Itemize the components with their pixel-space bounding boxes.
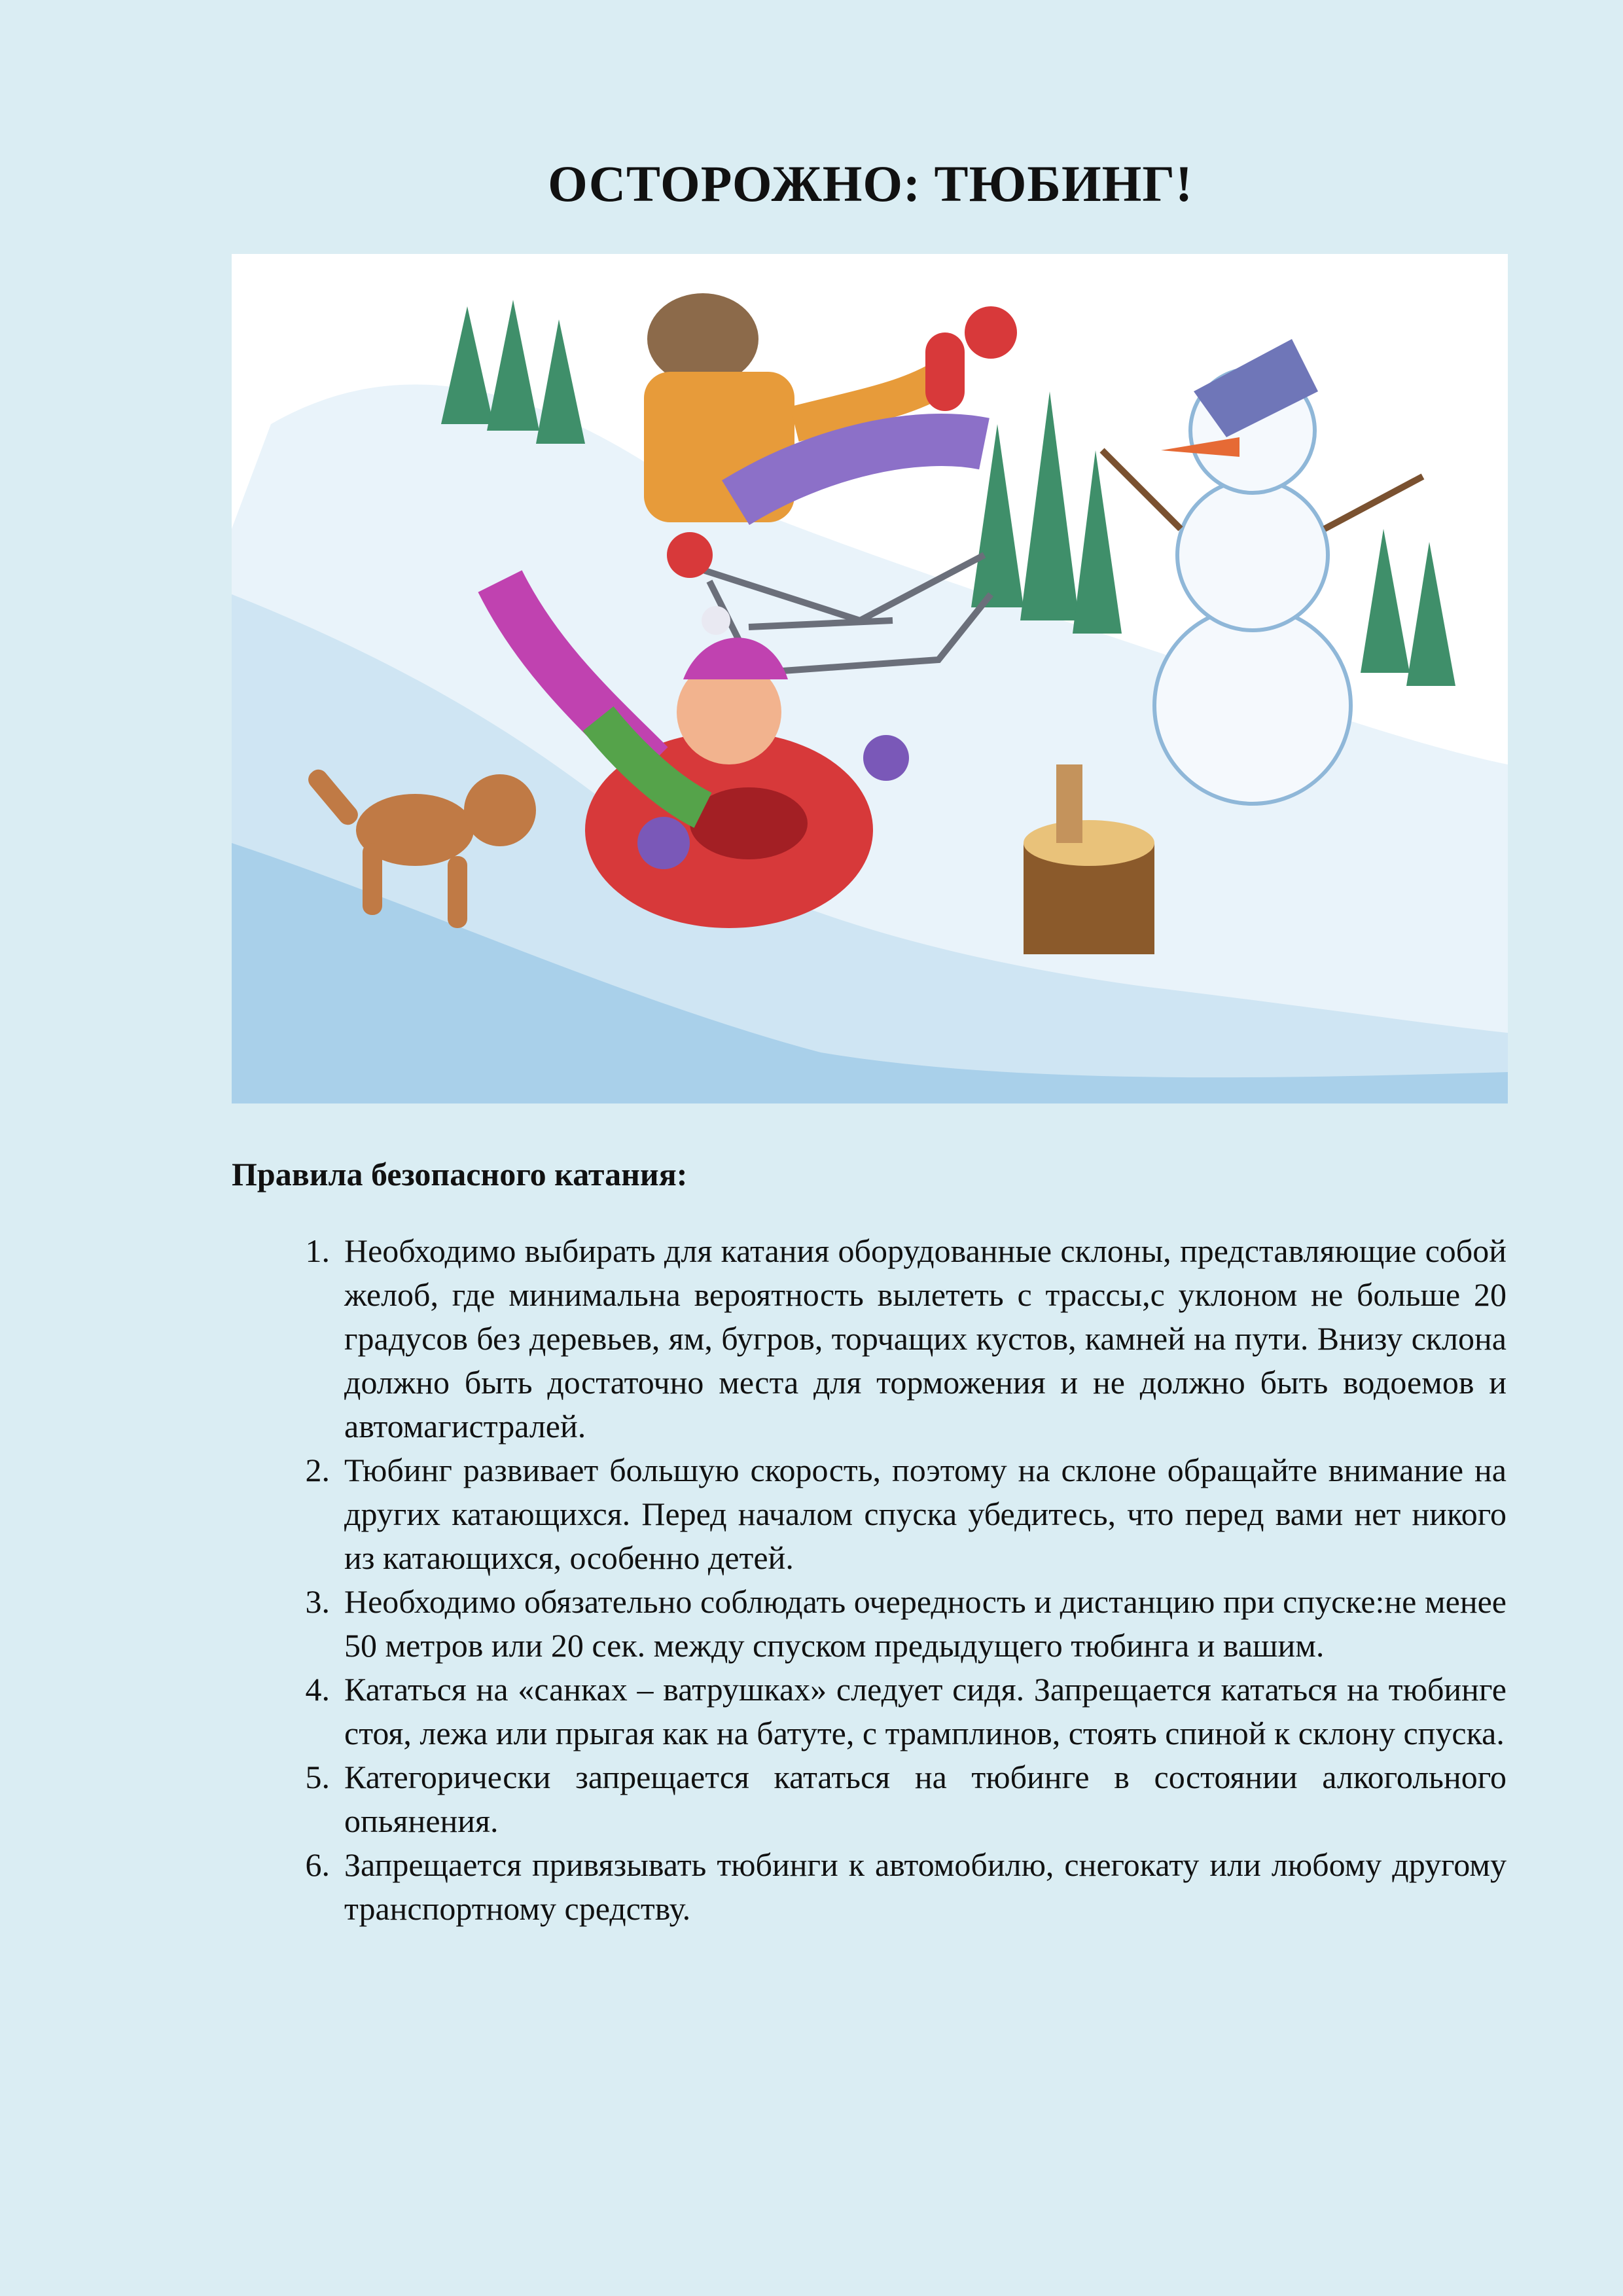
rule-text: Категорически запрещается кататься на тюбинге в состоянии алкогольного опьянения. [344, 1759, 1507, 1839]
rule-number: 2. [305, 1452, 330, 1488]
rule-item [232, 1448, 1507, 1580]
rule-text: Необходимо выбирать для катания оборудованные склоны, представляющие собой желоб, где минимальна вероятность вылететь с трассы,с уклоном не больше 20 градусов без деревьев, ям, бугров, торчащих кустов, камней на пути. Внизу склона должно быть достаточно места для торможения и не должно быть водоемов и автомагистралей. [344, 1232, 1507, 1444]
rule-number: 1. [305, 1232, 330, 1269]
rule-number: 3. [305, 1583, 330, 1620]
rule-text: Необходимо обязательно соблюдать очередность и дистанцию при спуске:не менее 50 метров или 20 сек. между спуском предыдущего тюбинга и вашим. [344, 1583, 1507, 1664]
rule-number: 6. [305, 1846, 330, 1883]
rule-item [232, 1580, 1507, 1668]
snowman [1154, 368, 1351, 804]
page-title: ОСТОРОЖНО: ТЮБИНГ! [548, 155, 1193, 212]
boy-on-sled [644, 293, 1017, 578]
rule-item [232, 1668, 1507, 1755]
rule-item [232, 1755, 1507, 1843]
rules-list [232, 1229, 1507, 1931]
rule-number: 4. [305, 1671, 330, 1708]
rule-text: Запрещается привязывать тюбинги к автомобилю, снегокату или любому другому транспортному средству. [344, 1846, 1507, 1927]
illustration [232, 254, 1508, 1103]
rule-text: Кататься на «санках – ватрушках» следует сидя. Запрещается кататься на тюбинге стоя, лежа или прыгая как на батуте, с трамплинов, стоять спиной к склону спуска. [344, 1671, 1507, 1751]
rule-text: Тюбинг развивает большую скорость, поэтому на склоне обращайте внимание на других катающихся. Перед началом спуска убедитесь, что перед вами нет никого из катающихся, особенно детей. [344, 1452, 1507, 1576]
rule-item [232, 1843, 1507, 1931]
rules-heading: Правила безопасного катания: [232, 1156, 688, 1193]
rule-item [232, 1229, 1507, 1448]
rule-number: 5. [305, 1759, 330, 1795]
